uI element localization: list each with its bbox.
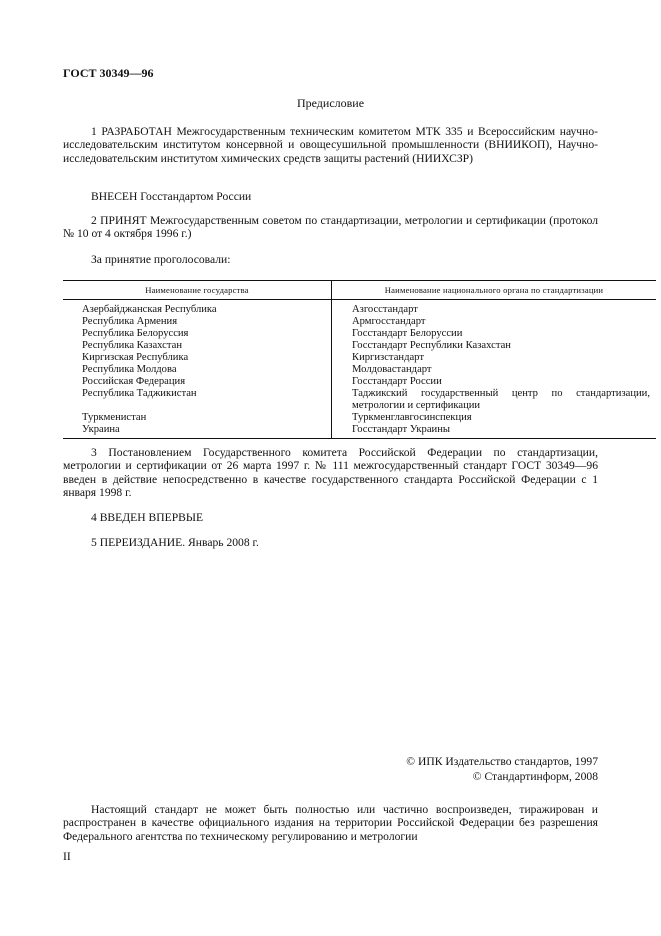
- column-header-state: Наименование государства: [63, 281, 332, 300]
- section-2-adopted: 2 ПРИНЯТ Межгосударственным советом по стандартизации, метрологии и сертификации (протокол № 10 от 4 октября 1996 г.): [63, 214, 598, 241]
- section-4-first-introduced: 4 ВВЕДЕН ВПЕРВЫЕ: [91, 511, 204, 524]
- copyright-line-1: © ИПК Издательство стандартов, 1997: [406, 755, 598, 768]
- reproduction-notice: Настоящий стандарт не может быть полностью или частично воспроизведен, тиражирован и распространен в качестве официального издания на территории Российской Федерации без разрешения Федерального агентства по техническому регулированию и метрологии: [63, 803, 598, 843]
- column-header-national-body: Наименование национального органа по стандартизации: [332, 281, 657, 300]
- state-name: Российская Федерация: [82, 376, 186, 387]
- state-name: Туркменистан: [82, 412, 147, 423]
- section-5-reissue: 5 ПЕРЕИЗДАНИЕ. Январь 2008 г.: [91, 536, 259, 549]
- national-body-name: Таджикский государственный центр по стандартизации, метрологии и сертификации: [352, 388, 650, 411]
- national-body-name: Туркменглавгосинспекция: [352, 412, 472, 423]
- page-number: II: [63, 850, 71, 863]
- section-1-developed: 1 РАЗРАБОТАН Межгосударственным техническим комитетом МТК 335 и Всероссийским научно-исследовательским институтом консервной и овощесушильной промышленности (ВНИИКОП), Научно-исследовательским институтом химических средств защиты растений (НИИХСЗР): [63, 125, 598, 165]
- national-body-name: Азгосстандарт: [352, 304, 418, 315]
- national-body-name: Госстандарт Республики Казахстан: [352, 340, 511, 351]
- voting-table: [63, 280, 656, 439]
- votes-label: За принятие проголосовали:: [91, 253, 231, 266]
- national-body-name: Молдовастандарт: [352, 364, 432, 375]
- section-3-enacted: 3 Постановлением Государственного комитета Российской Федерации по стандартизации, метрологии и сертификации от 26 марта 1997 г. № 111 межгосударственный стандарт ГОСТ 30349—96 введен в действие непосредственно в качестве государственного стандарта Российской Федерации с 1 января 1998 г.: [63, 446, 598, 499]
- state-name: Украина: [82, 424, 120, 435]
- copyright-line-2: © Стандартинформ, 2008: [472, 769, 598, 783]
- state-name: Республика Казахстан: [82, 340, 183, 351]
- state-list: [63, 300, 332, 439]
- national-body-list: [332, 300, 657, 439]
- national-body-name: Госстандарт Белоруссии: [352, 328, 463, 339]
- state-name: Республика Белоруссия: [82, 328, 189, 339]
- state-name: Республика Молдова: [82, 364, 177, 375]
- state-name: Республика Таджикистан: [82, 388, 197, 399]
- national-body-name: Госстандарт Украины: [352, 424, 450, 435]
- document-id: ГОСТ 30349—96: [63, 66, 154, 80]
- preface-title: Предисловие: [296, 96, 365, 110]
- national-body-name: Госстандарт России: [352, 376, 442, 387]
- state-name: Республика Армения: [82, 316, 178, 327]
- national-body-name: Армгосстандарт: [352, 316, 426, 327]
- copyright-block: [406, 755, 598, 784]
- state-name: Азербайджанская Республика: [82, 304, 217, 315]
- table-row: [63, 300, 656, 439]
- national-body-name: Киргизстандарт: [352, 352, 424, 363]
- state-name: Киргизская Республика: [82, 352, 189, 363]
- introduced-by: ВНЕСЕН Госстандартом России: [91, 190, 252, 203]
